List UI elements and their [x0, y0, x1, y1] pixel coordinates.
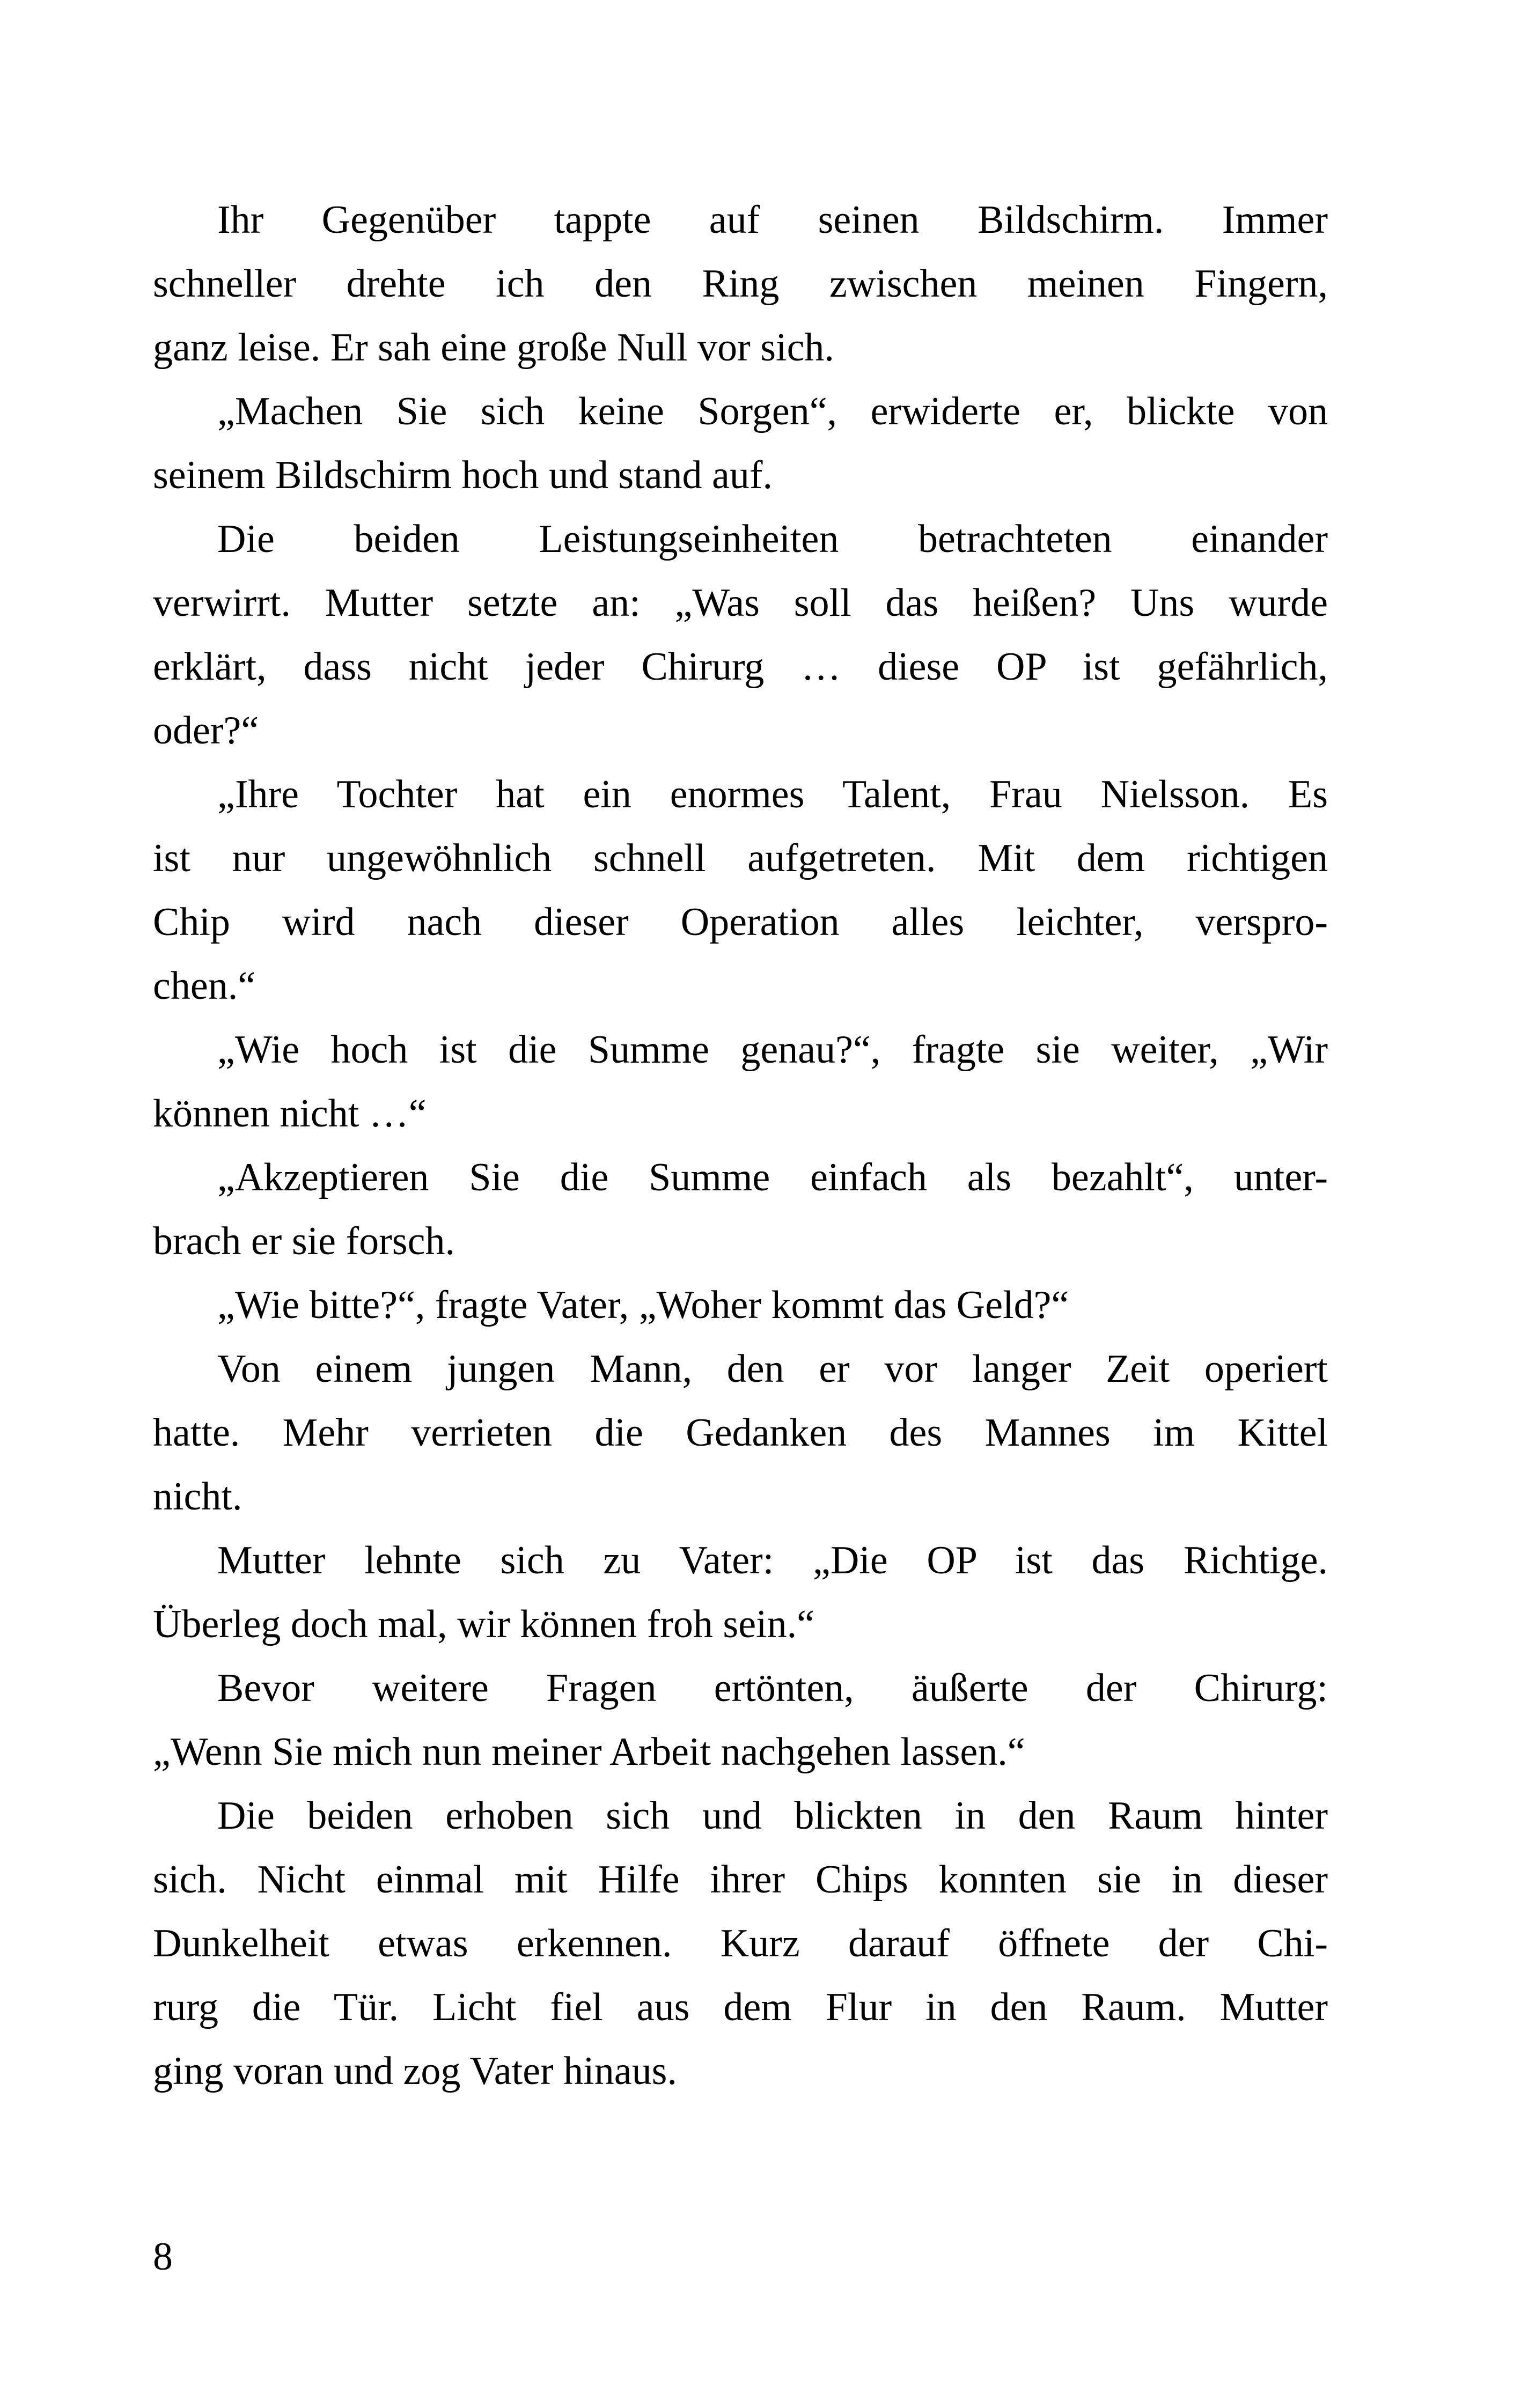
text-line: chen.“	[153, 964, 256, 1008]
paragraph	[153, 188, 1328, 380]
text-line: „Akzeptieren Sie die Summe einfach als bezahlt“, unter-	[217, 1155, 1328, 1199]
text-line: Die beiden Leistungseinheiten betrachteten einander	[217, 517, 1328, 561]
paragraph	[153, 1656, 1328, 1784]
text-line: erklärt, dass nicht jeder Chirurg … diese OP ist gefährlich,	[153, 645, 1328, 689]
text-line: Mutter lehnte sich zu Vater: „Die OP ist das Richtige.	[217, 1538, 1328, 1582]
paragraph	[153, 1337, 1328, 1529]
text-line: Ihr Gegenüber tappte auf seinen Bildschirm. Immer	[217, 198, 1328, 242]
text-line: „Machen Sie sich keine Sorgen“, erwiderte er, blickte von	[217, 389, 1328, 433]
body-text	[153, 188, 1328, 2103]
text-line: „Ihre Tochter hat ein enormes Talent, Frau Nielsson. Es	[217, 772, 1328, 816]
paragraph	[153, 1273, 1328, 1337]
text-line: Von einem jungen Mann, den er vor langer Zeit operiert	[217, 1347, 1328, 1391]
text-line: ist nur ungewöhnlich schnell aufgetreten. Mit dem richtigen	[153, 836, 1328, 880]
text-line: ganz leise. Er sah eine große Null vor sich.	[153, 326, 834, 370]
text-line: „Wie bitte?“, fragte Vater, „Woher kommt das Geld?“	[217, 1283, 1069, 1327]
text-line: rurg die Tür. Licht fiel aus dem Flur in den Raum. Mutter	[153, 1985, 1328, 2029]
text-line: „Wie hoch ist die Summe genau?“, fragte sie weiter, „Wir	[217, 1028, 1328, 1072]
text-line: können nicht …“	[153, 1092, 427, 1136]
paragraph	[153, 763, 1328, 1018]
page-number: 8	[153, 2235, 173, 2279]
text-line: sich. Nicht einmal mit Hilfe ihrer Chips konnten sie in dieser	[153, 1858, 1328, 1902]
text-line: Überleg doch mal, wir können froh sein.“	[153, 1602, 814, 1646]
paragraph	[153, 1529, 1328, 1656]
text-line: nicht.	[153, 1475, 243, 1519]
text-line: brach er sie forsch.	[153, 1219, 455, 1263]
text-line: oder?“	[153, 709, 259, 753]
text-line: seinem Bildschirm hoch und stand auf.	[153, 453, 773, 497]
text-line: Die beiden erhoben sich und blickten in den Raum hinter	[217, 1794, 1328, 1838]
text-line: Dunkelheit etwas erkennen. Kurz darauf öffnete der Chi-	[153, 1921, 1328, 1965]
text-line: verwirrt. Mutter setzte an: „Was soll das heißen? Uns wurde	[153, 581, 1328, 625]
paragraph	[153, 1784, 1328, 2103]
paragraph	[153, 380, 1328, 507]
text-line: ging voran und zog Vater hinaus.	[153, 2049, 677, 2093]
paragraph	[153, 1146, 1328, 1273]
paragraph	[153, 507, 1328, 763]
text-line: „Wenn Sie mich nun meiner Arbeit nachgehen lassen.“	[153, 1730, 1025, 1774]
text-line: Chip wird nach dieser Operation alles leichter, verspro-	[153, 900, 1328, 944]
text-line: schneller drehte ich den Ring zwischen meinen Fingern,	[153, 262, 1328, 306]
text-line: hatte. Mehr verrieten die Gedanken des Mannes im Kittel	[153, 1411, 1328, 1455]
paragraph	[153, 1018, 1328, 1146]
text-line: Bevor weitere Fragen ertönten, äußerte der Chirurg:	[217, 1666, 1328, 1710]
